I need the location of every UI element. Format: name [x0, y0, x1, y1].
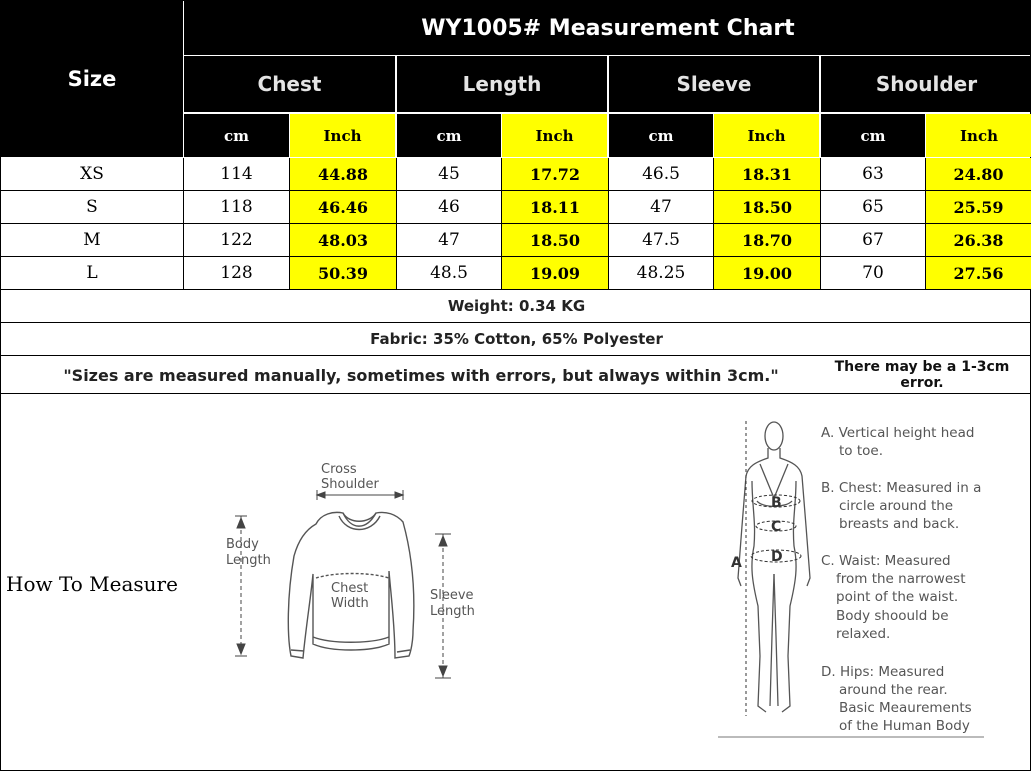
legend-line: from the narrowest [836, 571, 966, 587]
table-cell: 128 [184, 257, 290, 290]
fabric-info: Fabric: 35% Cotton, 65% Polyester [1, 323, 1031, 356]
table-cell: 46 [397, 191, 502, 224]
marker-c: C [771, 519, 782, 535]
legend-line: B. Chest: Measured in a [821, 480, 982, 496]
sleeve-length-label-1: Sleeve [430, 588, 474, 603]
chest-inch-header: Inch [290, 114, 395, 157]
legend-line: around the rear. [839, 682, 948, 698]
table-cell: 24.80 [926, 158, 1031, 191]
marker-d: D [771, 549, 783, 565]
sleeve-length-label-2: Length [430, 604, 475, 619]
table-cell: 18.50 [502, 224, 609, 257]
table-cell: 26.38 [926, 224, 1031, 257]
marker-b: B [771, 495, 782, 511]
marker-a: A [731, 555, 742, 571]
chest-header: Chest [184, 56, 395, 112]
size-cell-xs: XS [1, 158, 184, 191]
legend-line: Body shoould be [836, 608, 949, 624]
table-cell: 48.03 [290, 224, 397, 257]
table-cell: 70 [821, 257, 926, 290]
legend-line: relaxed. [836, 626, 891, 642]
legend-line: to toe. [839, 443, 883, 459]
table-cell: 48.5 [397, 257, 502, 290]
legend-line: D. Hips: Measured [821, 664, 945, 680]
chest-width-label-2: Width [331, 596, 369, 611]
weight-info: Weight: 0.34 KG [1, 290, 1031, 323]
table-cell: 47 [397, 224, 502, 257]
table-cell: 45 [397, 158, 502, 191]
table-cell: 46.5 [609, 158, 714, 191]
chest-width-label-1: Chest [331, 581, 369, 596]
length-header: Length [397, 56, 607, 112]
size-cell-l: L [1, 257, 184, 290]
body-length-label-1: Body [226, 537, 259, 552]
cross-shoulder-label-1: Cross [321, 462, 357, 477]
size-header: Size [1, 1, 183, 157]
table-cell: 44.88 [290, 158, 397, 191]
measurement-note: "Sizes are measured manually, sometimes with errors, but always within 3cm." [63, 365, 779, 385]
table-cell: 17.72 [502, 158, 609, 191]
table-cell: 67 [821, 224, 926, 257]
table-cell: 114 [184, 158, 290, 191]
table-cell: 118 [184, 191, 290, 224]
legend-line: circle around the [839, 498, 954, 514]
size-cell-s: S [1, 191, 184, 224]
sleeve-inch-header: Inch [714, 114, 819, 157]
table-cell: 18.11 [502, 191, 609, 224]
legend-line: point of the waist. [836, 589, 959, 605]
error-note: There may be a 1-3cm error. [834, 359, 1010, 391]
table-cell: 65 [821, 191, 926, 224]
table-cell: 25.59 [926, 191, 1031, 224]
size-cell-m: M [1, 224, 184, 257]
length-cm-header: cm [397, 114, 501, 157]
table-cell: 47 [609, 191, 714, 224]
divider [1, 393, 1031, 394]
chart-title: WY1005# Measurement Chart [184, 1, 1031, 55]
table-cell: 48.25 [609, 257, 714, 290]
shoulder-inch-header: Inch [926, 114, 1031, 157]
body-length-label-2: Length [226, 553, 271, 568]
legend-line: of the Human Body [839, 718, 970, 734]
legend-line: A. Vertical height head [821, 425, 975, 441]
table-cell: 19.09 [502, 257, 609, 290]
cross-shoulder-label-2: Shoulder [321, 477, 379, 492]
legend-line: C. Waist: Measured [821, 553, 951, 569]
legend-line: breasts and back. [839, 516, 960, 532]
table-cell: 122 [184, 224, 290, 257]
chest-cm-header: cm [184, 114, 289, 157]
table-cell: 46.46 [290, 191, 397, 224]
how-to-measure-label: How To Measure [6, 572, 178, 596]
sleeve-header: Sleeve [609, 56, 819, 112]
table-cell: 27.56 [926, 257, 1031, 290]
table-cell: 18.70 [714, 224, 821, 257]
table-cell: 19.00 [714, 257, 821, 290]
table-cell: 50.39 [290, 257, 397, 290]
sweater-diagram [221, 456, 481, 691]
length-inch-header: Inch [502, 114, 607, 157]
sleeve-cm-header: cm [609, 114, 713, 157]
table-cell: 47.5 [609, 224, 714, 257]
shoulder-cm-header: cm [821, 114, 925, 157]
table-cell: 18.50 [714, 191, 821, 224]
legend-line: Basic Meaurements [839, 700, 972, 716]
shoulder-header: Shoulder [821, 56, 1031, 112]
table-cell: 63 [821, 158, 926, 191]
table-cell: 18.31 [714, 158, 821, 191]
